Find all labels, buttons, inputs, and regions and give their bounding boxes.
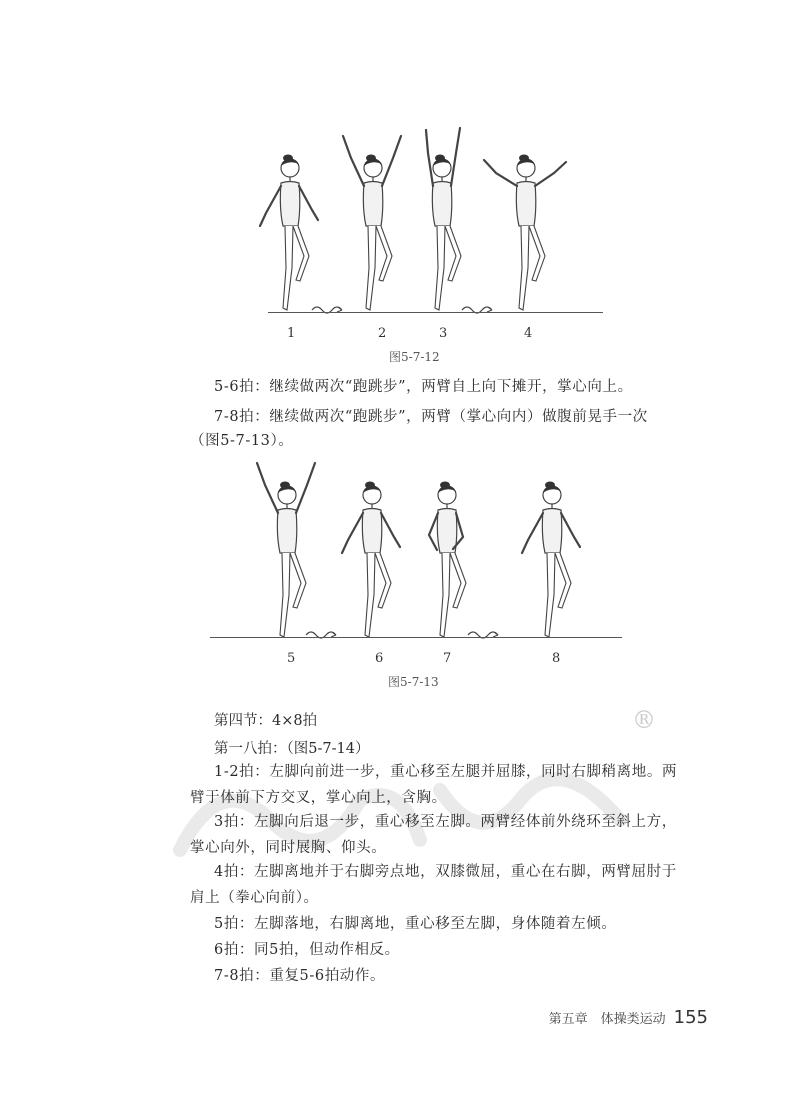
- paragraph-beat-3-line1: 3拍：左脚向后退一步，重心移至左脚。两臂经体前外绕环至斜上方，: [214, 814, 677, 830]
- paragraph-beat-3-line2: 掌心向外，同时展胸、仰头。: [190, 840, 387, 856]
- gymnast-6: [342, 482, 400, 638]
- publisher-watermark: [160, 760, 660, 870]
- paragraph-beats-7-8-line1: 7-8拍：继续做两次“跑跳步”，两臂（掌心向内）做腹前晃手一次: [214, 409, 648, 425]
- page-number: 155: [673, 1007, 708, 1028]
- gymnast-1: [260, 155, 318, 311]
- paragraph-beat-4-line2: 肩上（拳心向前）。: [190, 890, 319, 906]
- registered-mark: ®: [632, 706, 656, 734]
- figure-2-illustration: [0, 455, 800, 695]
- step-number: 4: [524, 326, 533, 341]
- gymnast-7: [429, 482, 466, 638]
- gymnast-4: [484, 155, 566, 311]
- first-eight-heading: 第一八拍：（图5-7-14）: [214, 741, 370, 757]
- ground-line: [268, 312, 603, 313]
- step-number: 5: [287, 651, 296, 666]
- gymnast-8: [522, 482, 580, 638]
- figure-caption: 图5-7-13: [388, 675, 439, 689]
- step-number: 8: [552, 651, 561, 666]
- gymnast-3: [426, 128, 461, 310]
- paragraph-beat-4-line1: 4拍：左脚离地并于右脚旁点地，双膝微屈，重心在右脚，两臂屈肘于: [214, 864, 677, 880]
- paragraph-beats-1-2-line1: 1-2拍：左脚向前进一步，重心移至左腿并屈膝，同时右脚稍离地。两: [214, 764, 678, 780]
- figure-5-7-13: [0, 455, 800, 695]
- paragraph-beat-6: 6拍：同5拍，但动作相反。: [214, 942, 400, 958]
- section-heading: 第四节：4×8拍: [214, 713, 318, 729]
- page-footer: [549, 1007, 708, 1028]
- step-number: 2: [378, 326, 387, 341]
- step-number: 6: [375, 651, 384, 666]
- ground-line: [210, 637, 622, 638]
- step-number: 3: [439, 326, 448, 341]
- figure-caption: 图5-7-12: [389, 350, 440, 364]
- gymnast-2: [343, 136, 401, 310]
- figure-5-7-12: [0, 120, 800, 370]
- paragraph-beats-5-6: 5-6拍：继续做两次“跑跳步”，两臂自上向下摊开，掌心向上。: [214, 379, 633, 395]
- paragraph-beat-5: 5拍：左脚落地，右脚离地，重心移至左脚，身体随着左倾。: [214, 916, 617, 932]
- step-number: 1: [287, 326, 296, 341]
- step-number: 7: [443, 651, 452, 666]
- paragraph-beats-7-8-line2: （图5-7-13）。: [190, 433, 294, 449]
- paragraph-beats-1-2-line2: 臂于体前下方交叉，掌心向上，含胸。: [190, 790, 447, 806]
- paragraph-beats-7-8: 7-8拍：重复5-6拍动作。: [214, 968, 386, 984]
- chapter-title: 第五章 体操类运动: [548, 1012, 666, 1027]
- figure-1-illustration: [0, 120, 800, 370]
- gymnast-5: [257, 463, 315, 637]
